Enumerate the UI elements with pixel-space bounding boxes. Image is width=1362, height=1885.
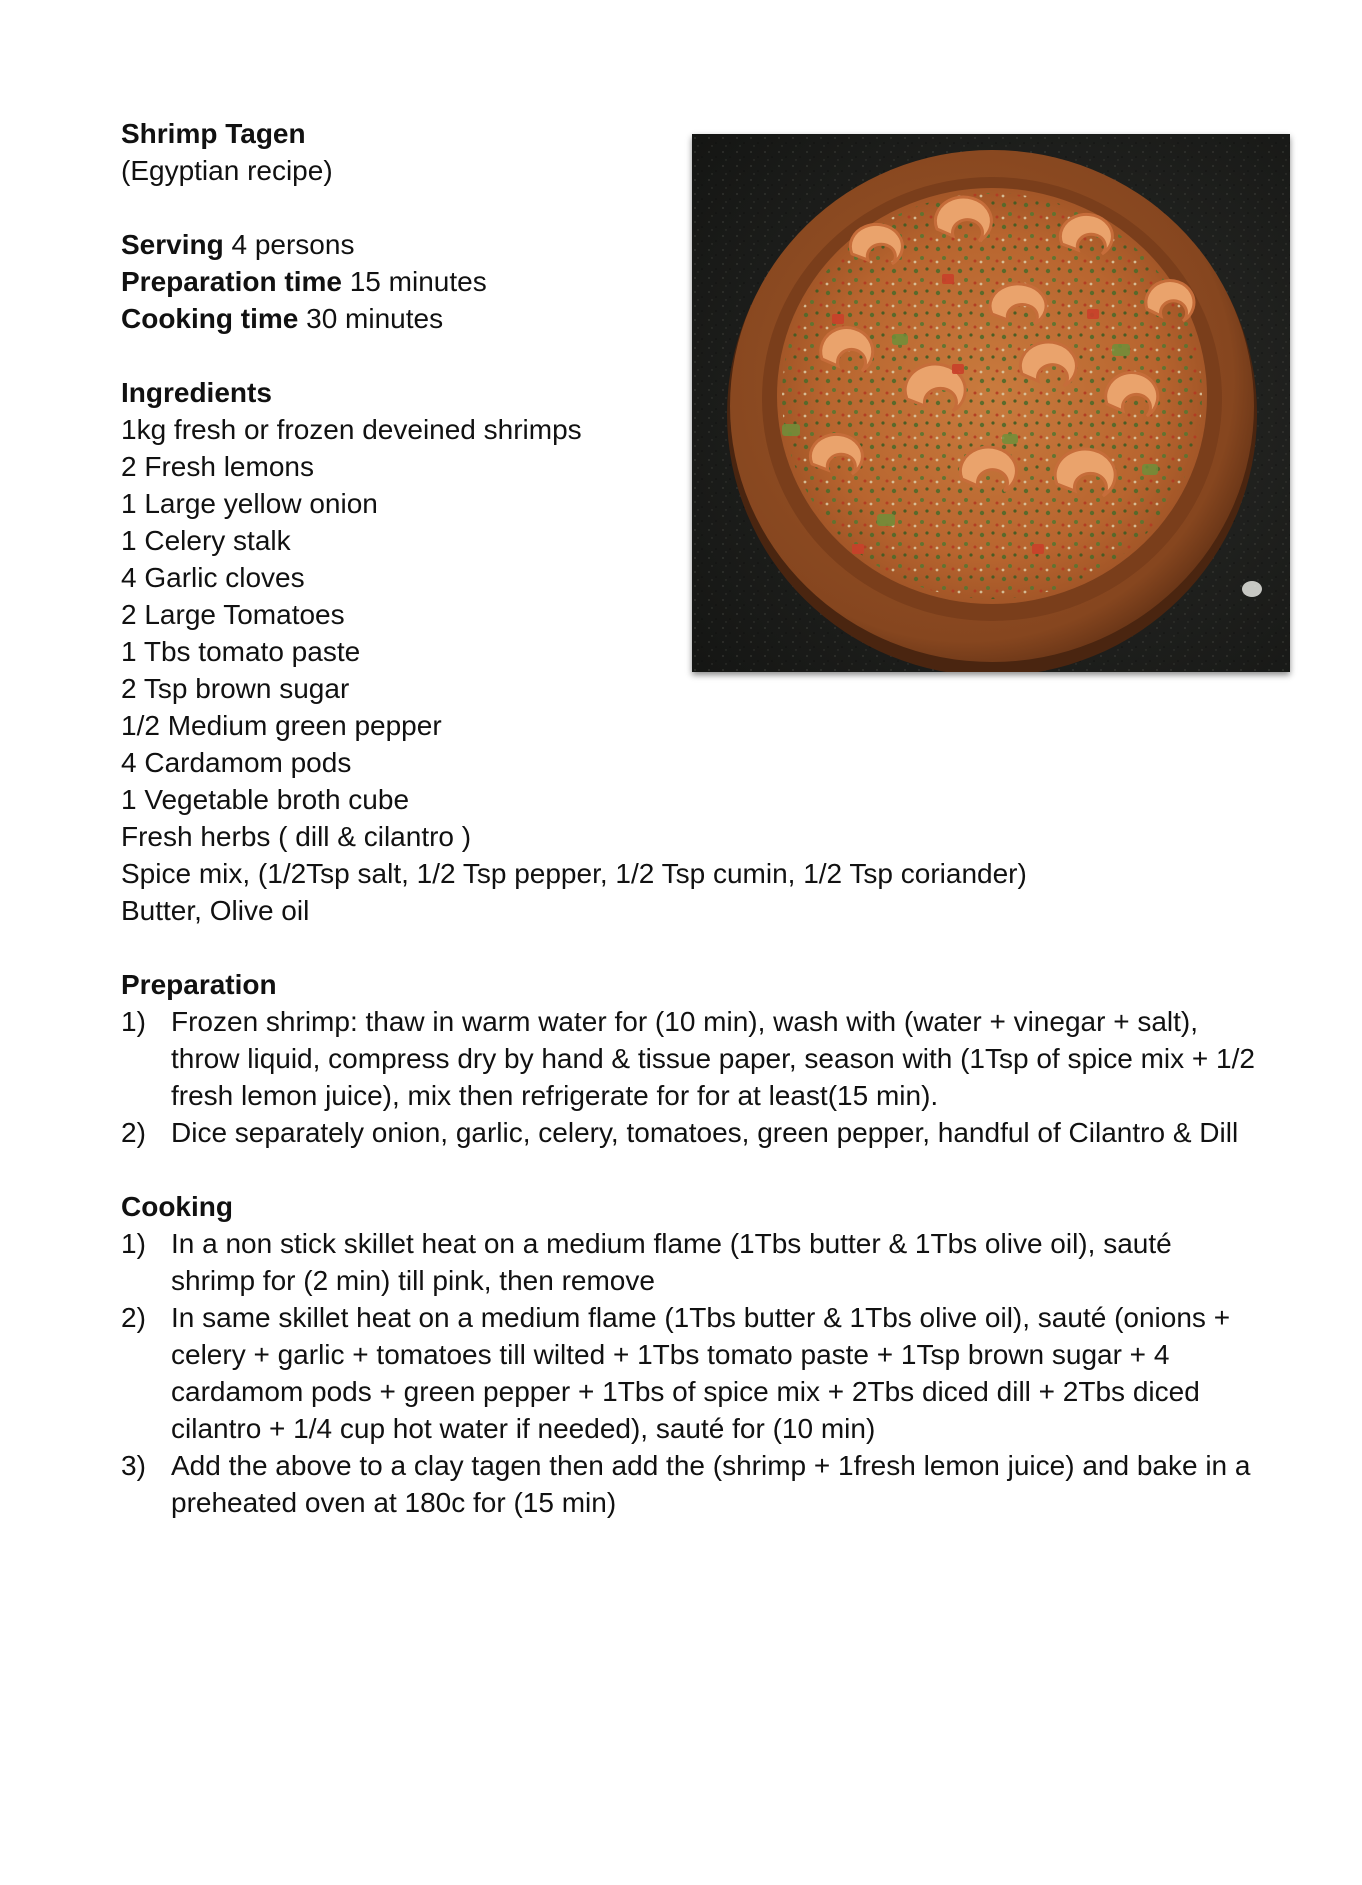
cooking-steps bbox=[121, 1225, 1261, 1521]
ingredient-item: 2 Fresh lemons bbox=[121, 451, 314, 482]
meta-value: 30 minutes bbox=[298, 303, 444, 334]
preparation-steps bbox=[121, 1003, 1261, 1151]
ingredient-item: Butter, Olive oil bbox=[121, 895, 310, 926]
ingredient-item: Spice mix, (1/2Tsp salt, 1/2 Tsp pepper, 1/2 Tsp cumin, 1/2 Tsp coriander) bbox=[121, 858, 1027, 889]
step-text: Add the above to a clay tagen then add the (shrimp + 1fresh lemon juice) and bake in a preheated oven at 180c for (15 min) bbox=[171, 1450, 1251, 1518]
ingredient-item: 1kg fresh or frozen deveined shrimps bbox=[121, 414, 582, 445]
meta-value: 15 minutes bbox=[341, 266, 487, 297]
preparation-step bbox=[121, 1003, 1261, 1114]
step-text: In same skillet heat on a medium flame (1Tbs butter & 1Tbs olive oil), sauté (onions + celery + garlic + tomatoes till wilted + 1Tbs tomato paste + 1Tsp brown sugar + 4 cardamom pods + green pepper + 1Tbs of spice mix + 2Tbs diced dill + 2Tbs diced cilantro + 1/4 cup hot water if needed), sauté for (10 min) bbox=[171, 1302, 1231, 1444]
ingredient-item: 2 Tsp brown sugar bbox=[121, 673, 350, 704]
ingredient-item: 4 Cardamom pods bbox=[121, 747, 352, 778]
step-number: 1) bbox=[121, 1006, 146, 1037]
shrimp-tagen-photo bbox=[692, 134, 1290, 672]
ingredient-item: 1 Celery stalk bbox=[121, 525, 291, 556]
ingredient-item: 1 Tbs tomato paste bbox=[121, 636, 361, 667]
step-text: Frozen shrimp: thaw in warm water for (10 min), wash with (water + vinegar + salt), throw liquid, compress dry by hand & tissue paper, season with (1Tsp of spice mix + 1/2 fresh lemon juice), mix then refrigerate for for at least(15 min). bbox=[171, 1006, 1255, 1111]
preparation-step bbox=[121, 1114, 1261, 1151]
ingredient-item: Fresh herbs ( dill & cilantro ) bbox=[121, 821, 472, 852]
recipe-title: Shrimp Tagen bbox=[121, 118, 306, 149]
ingredient-item: 1 Vegetable broth cube bbox=[121, 784, 410, 815]
ingredients-heading: Ingredients bbox=[121, 377, 272, 408]
ingredient-item: 4 Garlic cloves bbox=[121, 562, 305, 593]
step-text: Dice separately onion, garlic, celery, tomatoes, green pepper, handful of Cilantro & Dill bbox=[171, 1117, 1239, 1148]
meta-label: Cooking time bbox=[121, 303, 299, 334]
recipe-subtitle: (Egyptian recipe) bbox=[121, 155, 333, 186]
step-number: 2) bbox=[121, 1117, 146, 1148]
meta-label: Preparation time bbox=[121, 266, 342, 297]
preparation-heading: Preparation bbox=[121, 969, 277, 1000]
cooking-step bbox=[121, 1299, 1261, 1447]
spacer bbox=[121, 929, 1261, 966]
cooking-heading: Cooking bbox=[121, 1191, 233, 1222]
meta-label: Serving bbox=[121, 229, 224, 260]
ingredient-item: 2 Large Tomatoes bbox=[121, 599, 345, 630]
ingredient-item: 1 Large yellow onion bbox=[121, 488, 378, 519]
step-text: In a non stick skillet heat on a medium flame (1Tbs butter & 1Tbs olive oil), sauté shrimp for (2 min) till pink, then remove bbox=[171, 1228, 1172, 1296]
shrimp-tagen-dish-icon bbox=[692, 134, 1290, 672]
meta-value: 4 persons bbox=[223, 229, 355, 260]
step-number: 1) bbox=[121, 1228, 146, 1259]
cooking-step bbox=[121, 1447, 1261, 1521]
step-number: 2) bbox=[121, 1302, 146, 1333]
cooking-step bbox=[121, 1225, 1261, 1299]
ingredient-item: 1/2 Medium green pepper bbox=[121, 710, 442, 741]
step-number: 3) bbox=[121, 1450, 146, 1481]
spacer bbox=[121, 1151, 1261, 1188]
